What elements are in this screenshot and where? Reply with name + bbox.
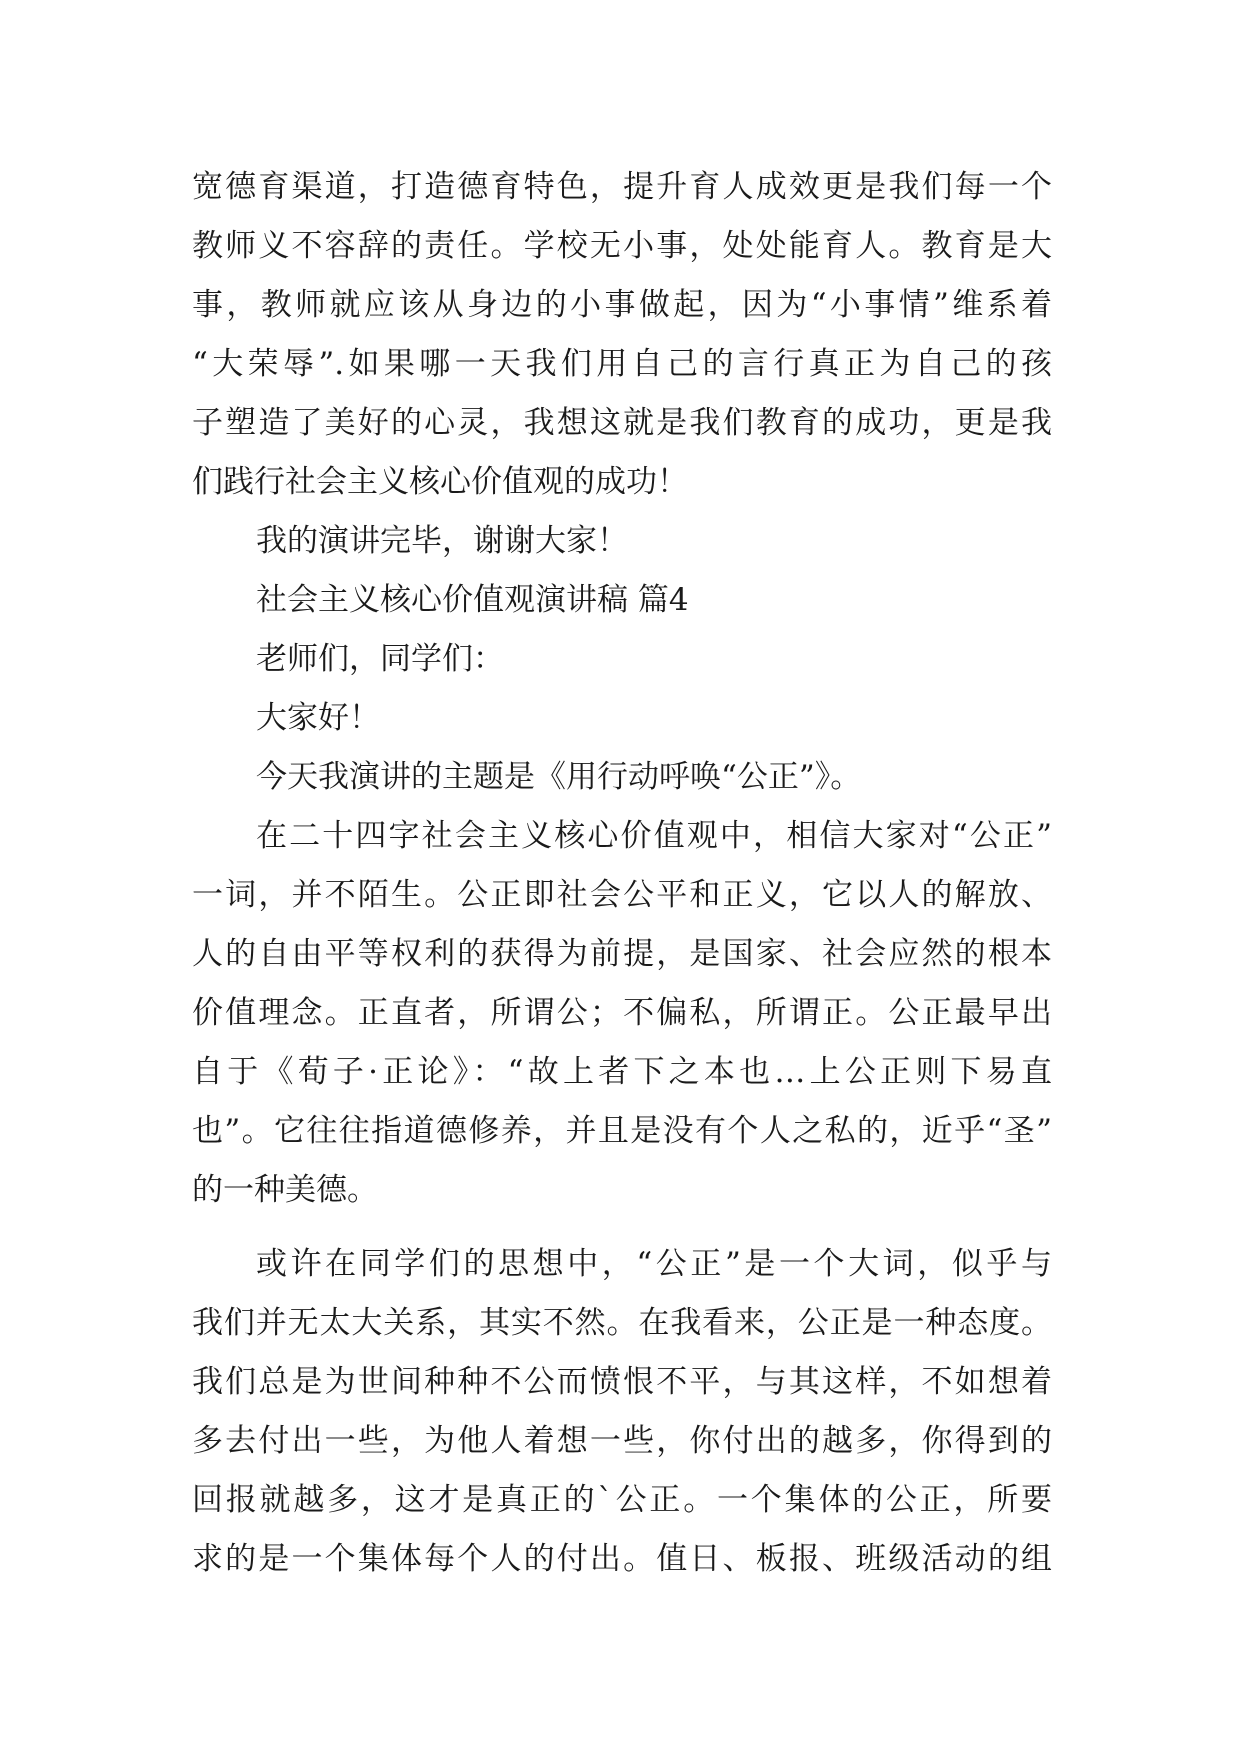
text-line: 事，教师就应该从身边的小事做起，因为“小事情”维系着 <box>192 287 1052 323</box>
text-line: 回报就越多，这才是真正的`公正。一个集体的公正，所要 <box>192 1482 1052 1518</box>
text-line: 价值理念。正直者，所谓公；不偏私，所谓正。公正最早出 <box>192 995 1052 1031</box>
text-line: 我们并无太大关系，其实不然。在我看来，公正是一种态度。 <box>192 1305 1052 1341</box>
text-line: “大荣辱”.如果哪一天我们用自己的言行真正为自己的孩 <box>192 346 1052 382</box>
speech-body <box>192 158 1052 1589</box>
section-heading: 社会主义核心价值观演讲稿 篇4 <box>256 582 689 618</box>
text-line: 子塑造了美好的心灵，我想这就是我们教育的成功，更是我 <box>192 405 1052 441</box>
paragraph-continuation <box>192 158 1052 512</box>
text-line: 的一种美德。 <box>192 1172 378 1208</box>
text-line: 们践行社会主义核心价值观的成功！ <box>192 464 688 500</box>
greeting: 大家好！ <box>256 700 380 736</box>
text-line: 我们总是为世间种种不公而愤恨不平，与其这样，不如想着 <box>192 1364 1052 1400</box>
text-line: 或许在同学们的思想中，“公正”是一个大词，似乎与 <box>256 1246 1052 1282</box>
text-line: 求的是一个集体每个人的付出。值日、板报、班级活动的组 <box>192 1541 1052 1577</box>
text-line: 多去付出一些，为他人着想一些，你付出的越多，你得到的 <box>192 1423 1052 1459</box>
text-line: 人的自由平等权利的获得为前提，是国家、社会应然的根本 <box>192 936 1052 972</box>
text-line: 也”。它往往指道德修养，并且是没有个人之私的，近乎“圣” <box>192 1113 1052 1149</box>
text-line: 自于《荀子·正论》：“故上者下之本也…上公正则下易直 <box>192 1054 1052 1090</box>
salutation: 老师们，同学们： <box>256 641 504 677</box>
speech-topic: 今天我演讲的主题是《用行动呼唤“公正”》。 <box>256 759 862 795</box>
text-line: 宽德育渠道，打造德育特色，提升育人成效更是我们每一个 <box>192 169 1052 205</box>
closing-remark: 我的演讲完毕，谢谢大家！ <box>256 523 628 559</box>
text-line: 教师义不容辞的责任。学校无小事，处处能育人。教育是大 <box>192 228 1052 264</box>
paragraph-justice-definition <box>192 807 1052 1220</box>
text-line: 一词，并不陌生。公正即社会公平和正义，它以人的解放、 <box>192 877 1052 913</box>
text-line: 在二十四字社会主义核心价值观中，相信大家对“公正” <box>256 818 1052 854</box>
paragraph-justice-attitude <box>192 1235 1052 1589</box>
